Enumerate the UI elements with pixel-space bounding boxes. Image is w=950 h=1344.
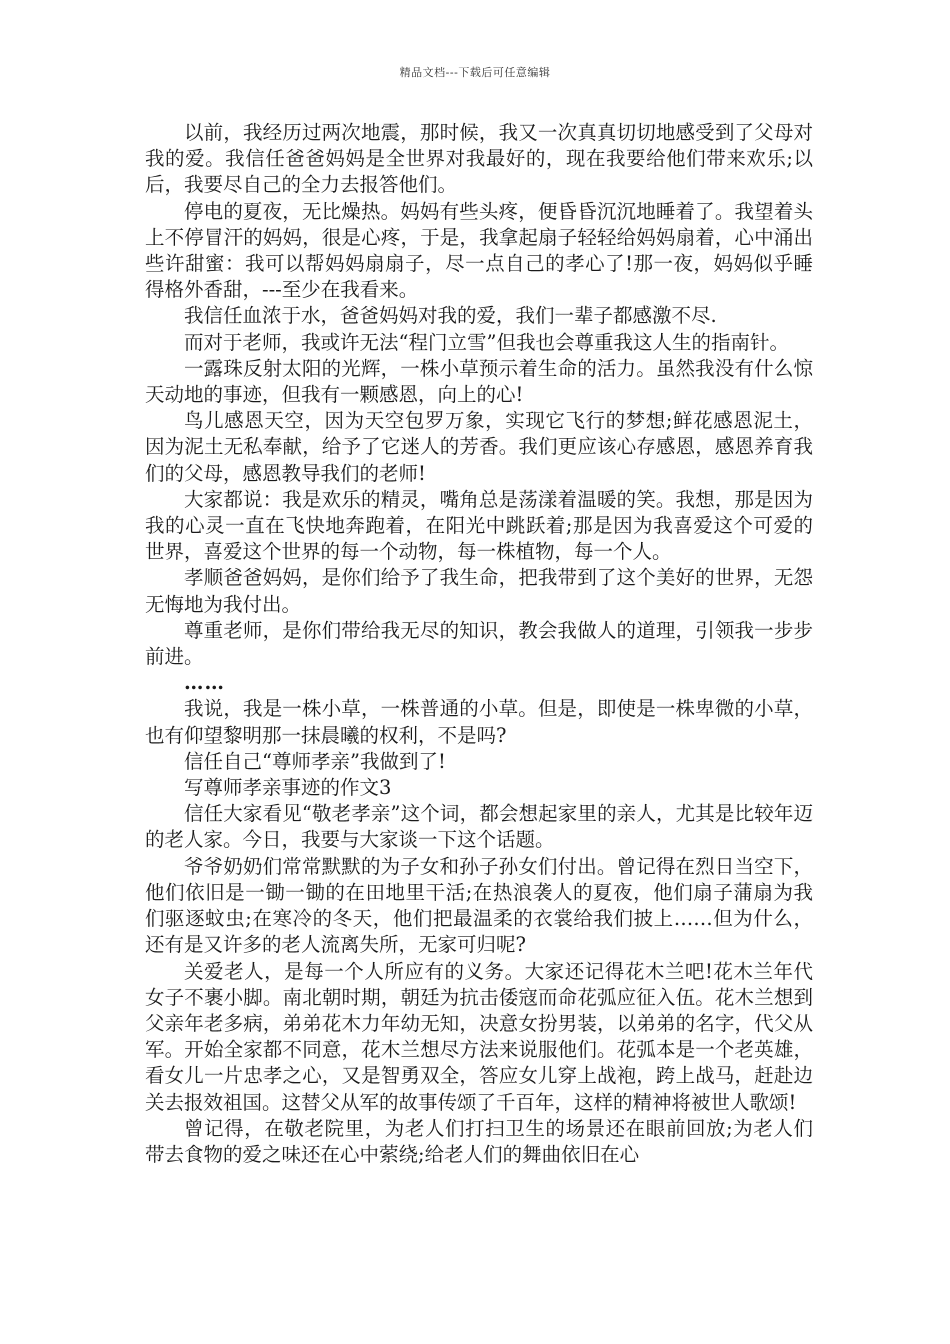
paragraph: 鸟儿感恩天空，因为天空包罗万象，实现它飞行的梦想;鲜花感恩泥土，因为泥土无私奉献，给予了它迷人的芳香。我们更应该心存感恩，感恩养育我们的父母，感恩教导我们的老师! [145,409,813,485]
ellipsis-line: …… [184,671,225,695]
paragraph: 爷爷奶奶们常常默默的为子女和孙子孙女们付出。曾记得在烈日当空下，他们依旧是一锄一锄的在田地里干活;在热浪袭人的夏夜，他们扇子蒲扇为我们驱逐蚊虫;在寒冷的冬天，他们把最温柔的衣裳给我们披上……但为什么，还有是又许多的老人流离失所，无家可归呢? [145,854,813,957]
paragraph: 尊重老师，是你们带给我无尽的知识，教会我做人的道理，引领我一步步前进。 [145,618,813,669]
paragraph: 我信任血浓于水，爸爸妈妈对我的爱，我们一辈子都感激不尽. [184,304,717,328]
paragraph: 而对于老师，我或许无法“程门立雪”但我也会尊重我这人生的指南针。 [184,330,789,354]
paragraph: 以前，我经历过两次地震，那时候，我又一次真真切切地感受到了父母对我的爱。我信任爸爸妈妈是全世界对我最好的，现在我要给他们带来欢乐;以后，我要尽自己的全力去报答他们。 [145,121,813,197]
paragraph: 曾记得，在敬老院里，为老人们打扫卫生的场景还在眼前回放;为老人们带去食物的爱之味还在心中萦绕;给老人们的舞曲依旧在心 [145,1116,813,1166]
paragraph: 信任大家看见“敬老孝亲”这个词，都会想起家里的亲人，尤其是比较年迈的老人家。今日，我要与大家谈一下这个话题。 [145,802,813,852]
paragraph: 关爱老人，是每一个人所应有的义务。大家还记得花木兰吧!花木兰年代女子不裹小脚。南北朝时期，朝廷为抗击倭寇而命花弧应征入伍。花木兰想到父亲年老多病，弟弟花木力年幼无知，决意女扮男装，以弟弟的名字，代父从军。开始全家都不同意，花木兰想尽方法来说服他们。花弧本是一个老英雄，看女儿一片忠孝之心，又是智勇双全，答应女儿穿上战袍，跨上战马，赶赴边关去报效祖国。这替父从军的故事传颂了千百年，这样的精神将被世人歌颂! [145,959,813,1114]
document-body [145,120,813,1168]
paragraph: 我说，我是一株小草，一株普通的小草。但是，即使是一株卑微的小草，也有仰望黎明那一抹晨曦的权利，不是吗? [145,697,813,747]
paragraph: 信任自己“尊师孝亲”我做到了! [184,749,446,773]
paragraph: 一露珠反射太阳的光辉，一株小草预示着生命的活力。虽然我没有什么惊天动地的事迹，但我有一颗感恩，向上的心! [145,356,813,407]
paragraph: 停电的夏夜，无比燥热。妈妈有些头疼，便昏昏沉沉地睡着了。我望着头上不停冒汗的妈妈，很是心疼，于是，我拿起扇子轻轻给妈妈扇着，心中涌出些许甜蜜：我可以帮妈妈扇扇子，尽一点自己的孝心了!那一夜，妈妈似乎睡得格外香甜，---至少在我看来。 [145,199,813,302]
page-header: 精品文档---下载后可任意编辑 [399,66,551,79]
section-heading: 写尊师孝亲事迹的作文3 [184,776,392,800]
paragraph: 大家都说：我是欢乐的精灵，嘴角总是荡漾着温暖的笑。我想，那是因为我的心灵一直在飞快地奔跑着，在阳光中跳跃着;那是因为我喜爱这个可爱的世界，喜爱这个世界的每一个动物，每一株植物，每一个人。 [145,487,813,564]
paragraph: 孝顺爸爸妈妈，是你们给予了我生命，把我带到了这个美好的世界，无怨无悔地为我付出。 [145,566,813,616]
